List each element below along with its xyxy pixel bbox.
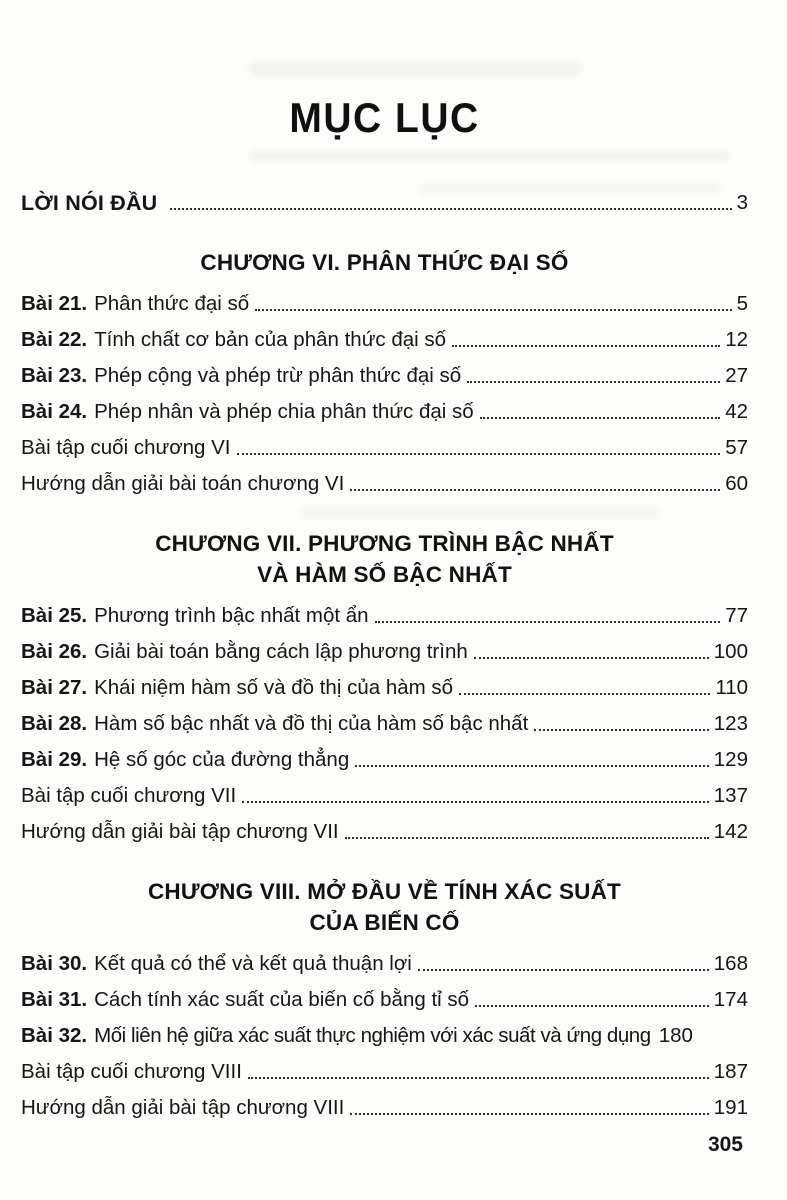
entry-label: Bài 30.: [21, 952, 88, 975]
toc-entry: [21, 670, 748, 706]
dot-leader: [474, 657, 709, 659]
entry-title: Hướng dẫn giải bài toán chương VI: [21, 472, 345, 495]
entry-label: Bài 28.: [21, 712, 88, 735]
entry-page-number: 110: [715, 676, 748, 699]
toc-front-matter-row: [21, 185, 748, 221]
entry-label: Bài 32.: [21, 1024, 88, 1047]
entry-title: Hướng dẫn giải bài tập chương VIII: [21, 1096, 345, 1119]
chapter-heading: [21, 247, 748, 278]
chapter-heading: [21, 876, 748, 938]
entry-title: Bài tập cuối chương VIII: [21, 1060, 242, 1083]
dot-leader: [452, 345, 720, 347]
dot-leader: [534, 729, 708, 731]
toc-content: [21, 0, 748, 1126]
entry-page-number: 27: [725, 364, 748, 387]
folio-page-number: 305: [707, 1133, 743, 1156]
chapter-heading-line: VÀ HÀM SỐ BẬC NHẤT: [257, 562, 512, 587]
toc-entry: [21, 1054, 748, 1090]
toc-entry: [21, 1090, 748, 1126]
toc-entry: [21, 982, 748, 1018]
toc-chapter-section: [21, 876, 748, 1126]
dot-leader: [480, 417, 720, 419]
entry-title: Hướng dẫn giải bài tập chương VII: [21, 820, 339, 843]
entry-title: Khái niệm hàm số và đồ thị của hàm số: [94, 676, 454, 699]
entry-page-number: 100: [713, 640, 748, 663]
entry-label: Bài 31.: [21, 988, 88, 1011]
toc-entry: [21, 286, 748, 322]
entry-title: Phương trình bậc nhất một ẩn: [94, 604, 369, 627]
dot-leader: [248, 1077, 709, 1079]
chapter-heading-line: CỦA BIẾN CỐ: [309, 910, 460, 935]
toc-entry: [21, 778, 748, 814]
entry-label: Bài 25.: [21, 604, 88, 627]
entry-label: Bài 24.: [21, 400, 88, 423]
front-matter-page-number: 3: [736, 191, 748, 214]
toc-entry: [21, 466, 748, 502]
entry-page-number: 57: [725, 436, 748, 459]
dot-leader: [350, 489, 720, 491]
dot-leader: [418, 969, 709, 971]
entry-page-number: 142: [713, 820, 748, 843]
toc-entry: [21, 322, 748, 358]
toc-entry: [21, 706, 748, 742]
entry-page-number: 137: [713, 784, 748, 807]
front-matter-label: LỜI NÓI ĐẦU: [21, 191, 158, 215]
entry-title: Tính chất cơ bản của phân thức đại số: [94, 328, 447, 351]
entry-label: Bài 26.: [21, 640, 88, 663]
entry-label: Bài 23.: [21, 364, 88, 387]
chapter-heading: [21, 528, 748, 590]
dot-leader: [242, 801, 709, 803]
entry-title: Phân thức đại số: [94, 292, 250, 315]
dot-leader: [345, 837, 709, 839]
toc-entry: [21, 946, 748, 982]
entry-page-number: 191: [713, 1096, 748, 1119]
toc-entry: [21, 742, 748, 778]
entry-title: Phép cộng và phép trừ phân thức đại số: [94, 364, 462, 387]
toc-chapter-section: [21, 247, 748, 502]
dot-leader: [375, 621, 721, 623]
entry-title: Phép nhân và phép chia phân thức đại số: [94, 400, 474, 423]
entry-page-number: 42: [725, 400, 748, 423]
entry-page-number: 174: [713, 988, 748, 1011]
entry-page-number: 180: [658, 1024, 693, 1047]
toc-entry: [21, 430, 748, 466]
entry-title: Cách tính xác suất của biến cố bằng tỉ số: [94, 988, 470, 1011]
dot-leader: [237, 453, 721, 455]
entry-title: Hệ số góc của đường thẳng: [94, 748, 350, 771]
toc-entry: [21, 814, 748, 850]
entry-page-number: 77: [725, 604, 748, 627]
entry-title: Kết quả có thể và kết quả thuận lợi: [94, 952, 412, 975]
entry-title: Bài tập cuối chương VI: [21, 436, 231, 459]
entry-title: Giải bài toán bằng cách lập phương trình: [94, 640, 468, 663]
chapter-heading-line: CHƯƠNG VI. PHÂN THỨC ĐẠI SỐ: [200, 250, 569, 275]
entry-page-number: 12: [725, 328, 748, 351]
entry-label: Bài 21.: [21, 292, 88, 315]
dot-leader: [170, 208, 731, 210]
entry-page-number: 129: [713, 748, 748, 771]
entry-label: Bài 22.: [21, 328, 88, 351]
toc-chapter-section: [21, 528, 748, 850]
dot-leader: [350, 1113, 708, 1115]
dot-leader: [255, 309, 731, 311]
entry-label: Bài 27.: [21, 676, 88, 699]
entry-title: Bài tập cuối chương VII: [21, 784, 237, 807]
dot-leader: [467, 381, 720, 383]
chapter-heading-line: CHƯƠNG VIII. MỞ ĐẦU VỀ TÍNH XÁC SUẤT: [147, 879, 622, 904]
toc-entry: [21, 634, 748, 670]
entry-page-number: 5: [736, 292, 748, 315]
dot-leader: [459, 693, 710, 695]
entry-page-number: 60: [725, 472, 748, 495]
page-title: MỤC LỤC: [289, 95, 480, 142]
entry-page-number: 123: [713, 712, 748, 735]
toc-entry: [21, 358, 748, 394]
toc-entry: [21, 598, 748, 634]
toc-entry: [21, 1018, 748, 1054]
entry-page-number: 168: [713, 952, 748, 975]
entry-page-number: 187: [713, 1060, 748, 1083]
dot-leader: [355, 765, 709, 767]
entry-label: Bài 29.: [21, 748, 88, 771]
chapter-heading-line: CHƯƠNG VII. PHƯƠNG TRÌNH BẬC NHẤT: [155, 531, 614, 556]
entry-title: Hàm số bậc nhất và đồ thị của hàm số bậc nhất: [94, 712, 529, 735]
dot-leader: [475, 1005, 709, 1007]
toc-entry: [21, 394, 748, 430]
entry-title: Mối liên hệ giữa xác suất thực nghiệm với xác suất và ứng dụng: [94, 1024, 651, 1047]
